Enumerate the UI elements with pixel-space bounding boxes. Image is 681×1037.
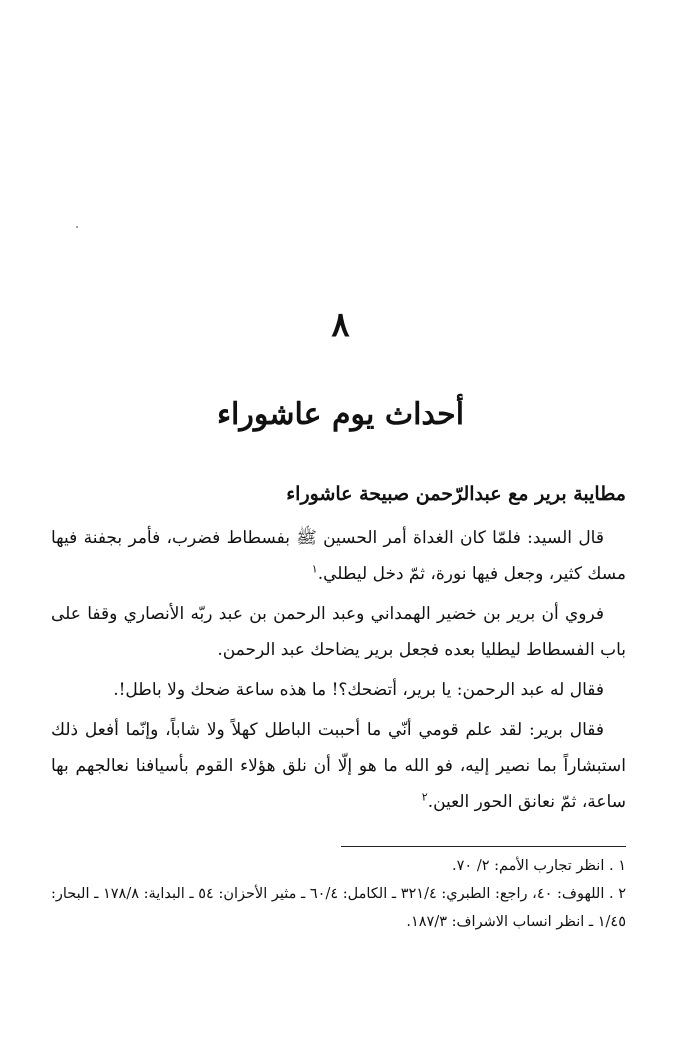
paragraph-text: فروي أن برير بن خضير الهمداني وعبد الرحمن بن عبد ربّه الأنصاري وقفا على باب الفسطاط ليطليا بعده فجعل برير يضاحك عبد الرحمن. (51, 604, 626, 660)
paragraph-text: فقال له عبد الرحمن: يا برير، أتضحك؟! ما هذه ساعة ضحك ولا باطل!. (113, 680, 604, 700)
chapter-number: ٨ (331, 305, 350, 345)
section-heading: مطايبة برير مع عبدالرّحمن صبيحة عاشوراء (286, 483, 626, 505)
footnote-ref: ٢ (421, 790, 428, 804)
paragraph (51, 520, 626, 592)
footnote-separator (341, 846, 626, 847)
footnote-ref: ١ (311, 562, 318, 576)
chapter-title: أحداث يوم عاشوراء (216, 397, 465, 432)
footnote: ٢ . اللهوف: ٤٠، راجع: الطبري: ٣٢١/٤ ـ الكامل: ٦٠/٤ ـ مثير الأحزان: ٥٤ ـ البداية: ١٧٨/٨ ـ البحار: ١/٤٥ ـ انظر انساب الاشراف: ١٨٧/٣. (51, 886, 626, 930)
footnotes (51, 852, 626, 936)
paragraph-text: فقال برير: لقد علم قومي أنّي ما أحببت الباطل كهلاً ولا شاباً، وإنّما أفعل ذلك استبشاراً بما نصير إليه، فو الله ما هو إلّا أن نلق هؤلاء القوم بأسيافنا نعالجهم بها ساعة، ثمّ نعانق الحور العين. (51, 720, 626, 812)
paragraph-text: قال السيد: فلمّا كان الغداة أمر الحسين ﷺ بفسطاط فضرب، فأمر بجفنة فيها مسك كثير، وجعل فيها نورة، ثمّ دخل ليطلي. (51, 528, 626, 584)
paragraph (51, 672, 626, 708)
body-text (51, 520, 626, 824)
footnote: ١ . انظر تجارب الأمم: ٢/ ٧٠. (452, 858, 626, 874)
paragraph (51, 712, 626, 820)
page-speck (76, 226, 78, 228)
paragraph (51, 596, 626, 668)
